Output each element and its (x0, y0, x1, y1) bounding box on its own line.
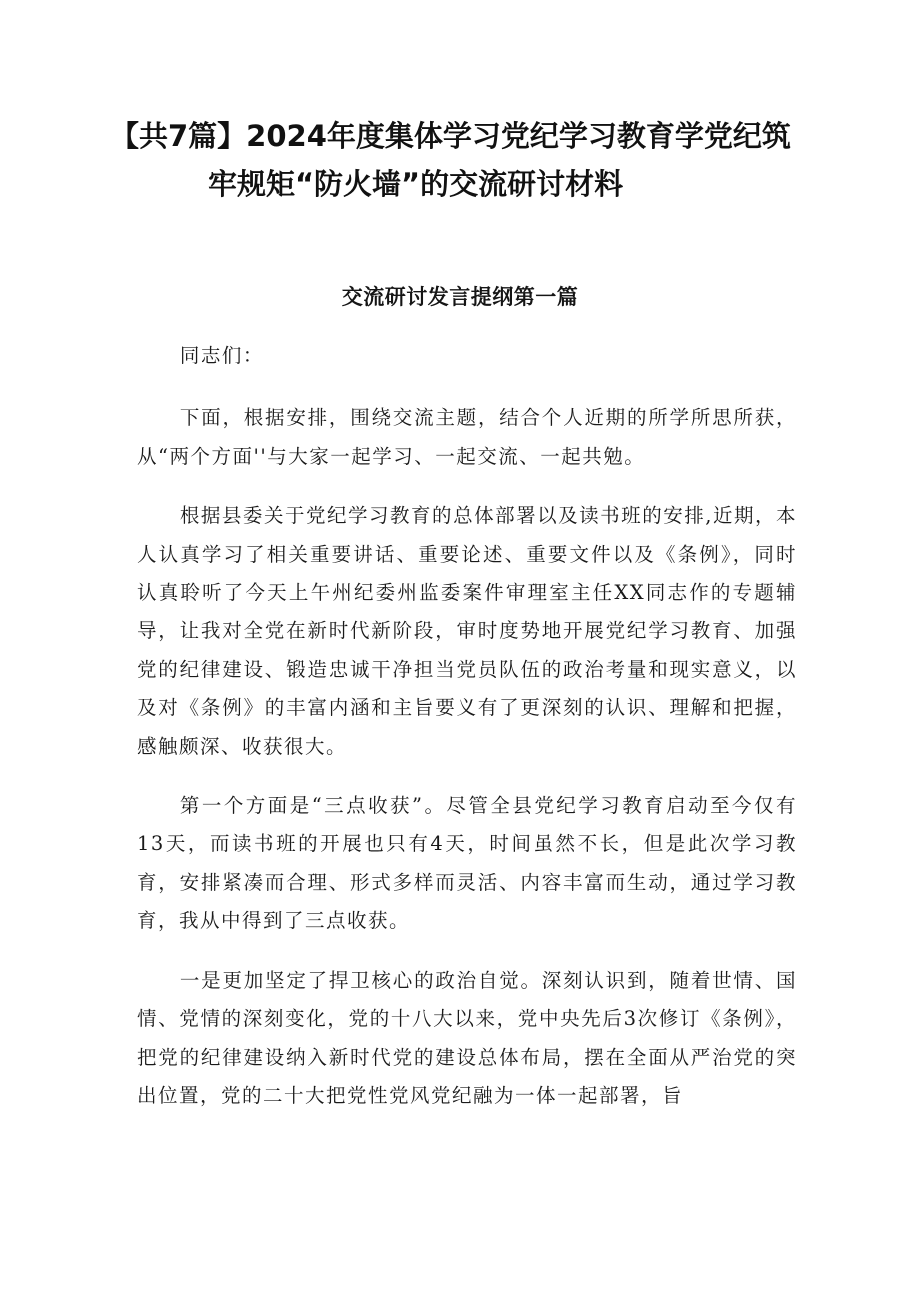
paragraph: 下面，根据安排，围绕交流主题，结合个人近期的所学所思所获，从“两个方面''与大家一起学习、一起交流、一起共勉。 (137, 406, 797, 468)
paragraph: 根据县委关于党纪学习教育的总体部署以及读书班的安排,近期，本人认真学习了相关重要讲话、重要论述、重要文件以及《条例》，同时认真聆听了今天上午州纪委州监委案件审理室主任XX同志作的专题辅导，让我对全党在新时代新阶段，审时度势地开展党纪学习教育、加强党的纪律建设、锻造忠诚干净担当党员队伍的政治考量和现实意义，以及对《条例》的丰富内涵和主旨要义有了更深刻的认识、理解和把握，感触颇深、收获很大。 (137, 504, 797, 758)
salutation: 同志们： (179, 344, 264, 367)
paragraph: 第一个方面是“三点收获”。尽管全县党纪学习教育启动至今仅有13天，而读书班的开展也只有4天，时间虽然不长，但是此次学习教育，安排紧凑而合理、形式多样而灵活、内容丰富而生动，通过学习教育，我从中得到了三点收获。 (137, 794, 797, 933)
document-body (137, 337, 797, 1136)
title-line-1: 【共7篇】2024年度集体学习党纪学习教育学党纪筑 (110, 119, 791, 153)
paragraph: 一是更加坚定了捍卫核心的政治自觉。深刻认识到，随着世情、国情、党情的深刻变化，党的十八大以来，党中央先后3次修订《条例》，把党的纪律建设纳入新时代党的建设总体布局，摆在全面从严治党的突出位置，党的二十大把党性党风党纪融为一体一起部署，旨 (137, 968, 797, 1107)
title-line-2: 牢规矩“防火墙”的交流研讨材料 (208, 167, 624, 201)
section-heading: 交流研讨发言提纲第一篇 (341, 285, 579, 309)
document-title (110, 112, 810, 208)
